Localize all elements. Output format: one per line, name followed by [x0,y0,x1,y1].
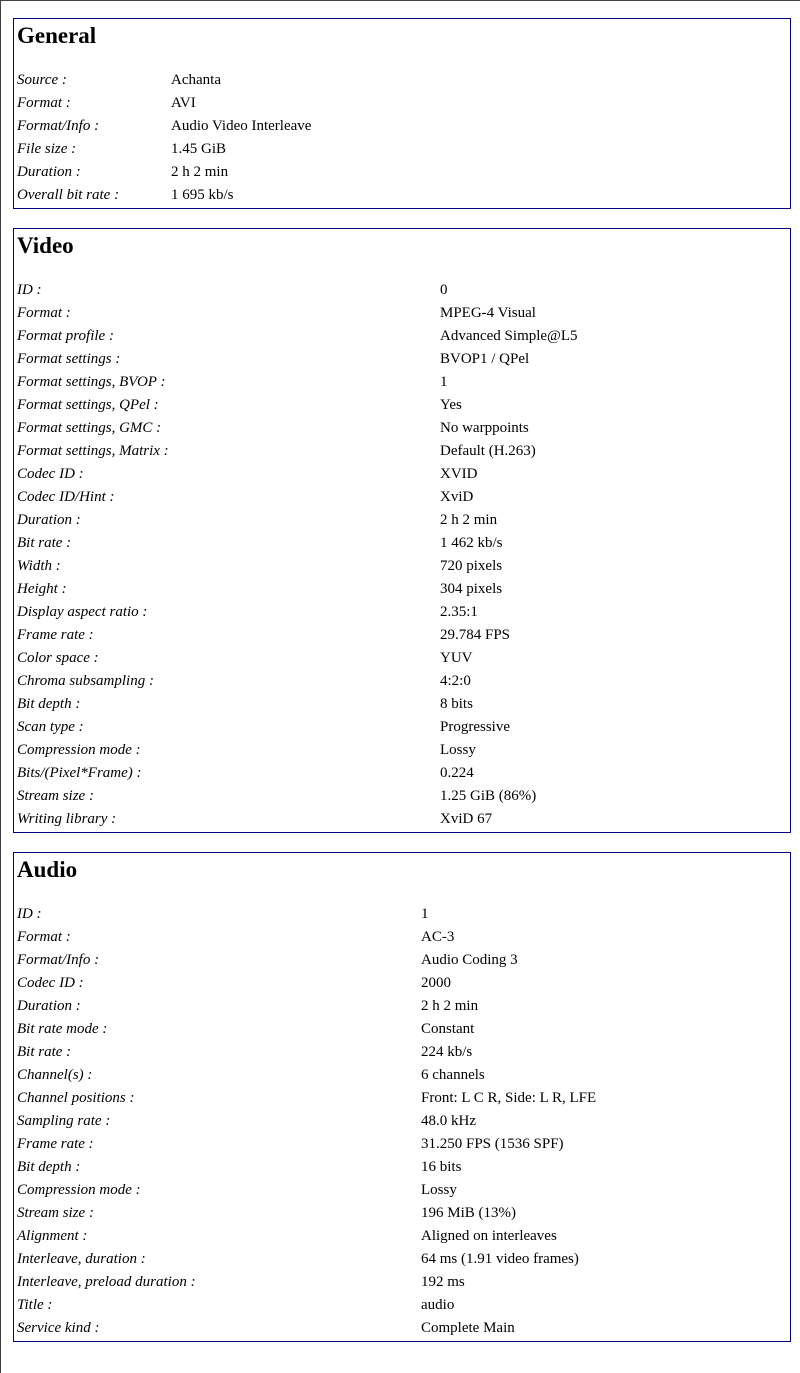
field-value: Achanta [171,72,221,88]
general-info-row [17,92,787,115]
video-info-row [17,302,787,325]
field-value: 2 h 2 min [171,164,229,180]
video-info-row [17,693,787,716]
audio-info-row [17,995,787,1018]
field-value: 1.25 GiB (86%) [440,788,537,804]
video-info-row [17,739,787,762]
audio-info-row [17,972,787,995]
audio-info-row [17,1248,787,1271]
field-value: audio [421,1297,455,1313]
field-label: Format settings, Matrix : [17,443,169,459]
field-label: Channel(s) : [17,1067,93,1083]
field-value: 720 pixels [440,558,503,574]
field-value: 16 bits [421,1159,462,1175]
field-label: Bit depth : [17,1159,81,1175]
audio-info-row [17,949,787,972]
field-label: Frame rate : [17,1136,94,1152]
field-value: 1 695 kb/s [171,187,234,203]
field-label: Chroma subsampling : [17,673,154,689]
field-label: Codec ID : [17,466,84,482]
field-label: Height : [17,581,67,597]
field-label: Duration : [17,164,81,180]
video-heading: Video [17,233,74,258]
video-info-row [17,808,787,831]
field-value: Progressive [440,719,510,735]
field-value: Aligned on interleaves [421,1228,557,1244]
field-value: Advanced Simple@L5 [440,328,578,344]
audio-rows [17,903,787,1340]
field-value: 2.35:1 [440,604,478,620]
field-value: YUV [440,650,473,666]
video-info-row [17,532,787,555]
field-label: Service kind : [17,1320,100,1336]
field-label: Stream size : [17,1205,94,1221]
field-value: XviD [440,489,474,505]
field-value: Lossy [421,1182,457,1198]
audio-info-row [17,1294,787,1317]
field-label: Bit rate : [17,535,72,551]
field-label: Format settings : [17,351,121,367]
field-label: Format settings, GMC : [17,420,162,436]
video-info-row [17,670,787,693]
field-label: Color space : [17,650,99,666]
field-value: Audio Video Interleave [171,118,312,134]
field-label: Alignment : [17,1228,88,1244]
audio-info-row [17,1087,787,1110]
field-value: Complete Main [421,1320,515,1336]
field-label: Duration : [17,512,81,528]
field-value: 1 [440,374,448,390]
video-section [13,228,791,833]
general-info-row [17,69,787,92]
field-label: ID : [17,282,42,298]
field-value: 48.0 kHz [421,1113,476,1129]
field-label: Bit rate : [17,1044,72,1060]
general-heading: General [17,23,97,48]
audio-info-row [17,1271,787,1294]
field-value: No warppoints [440,420,529,436]
video-info-row [17,325,787,348]
audio-info-row [17,1064,787,1087]
video-info-row [17,716,787,739]
general-section [13,18,791,209]
field-label: Format profile : [17,328,114,344]
audio-section [13,852,791,1342]
field-value: 2 h 2 min [421,998,479,1014]
field-label: Bit rate mode : [17,1021,108,1037]
field-value: 6 channels [421,1067,485,1083]
field-label: Duration : [17,998,81,1014]
field-label: Format : [17,95,71,111]
general-rows [17,69,787,207]
general-info-row [17,138,787,161]
field-value: 8 bits [440,696,473,712]
field-label: Display aspect ratio : [17,604,148,620]
field-value: 1.45 GiB [171,141,227,157]
field-label: Format : [17,305,71,321]
field-value: 64 ms (1.91 video frames) [421,1251,579,1267]
field-label: Title : [17,1297,53,1313]
field-label: Source : [17,72,67,88]
video-info-row [17,762,787,785]
field-value: Audio Coding 3 [421,952,518,968]
video-info-row [17,624,787,647]
video-info-row [17,785,787,808]
field-label: Channel positions : [17,1090,135,1106]
field-label: Format : [17,929,71,945]
field-label: Stream size : [17,788,94,804]
field-value: 1 [421,906,429,922]
video-info-row [17,279,787,302]
general-info-row [17,115,787,138]
field-value: 2000 [421,975,451,991]
audio-info-row [17,926,787,949]
field-value: 0.224 [440,765,474,781]
audio-info-row [17,1202,787,1225]
field-value: Default (H.263) [440,443,536,459]
field-value: BVOP1 / QPel [440,351,530,367]
field-value: MPEG-4 Visual [440,305,536,321]
field-value: AC-3 [421,929,455,945]
field-label: Interleave, duration : [17,1251,146,1267]
field-label: Interleave, preload duration : [17,1274,196,1290]
field-label: Compression mode : [17,1182,141,1198]
audio-info-row [17,1179,787,1202]
field-label: Compression mode : [17,742,141,758]
video-info-row [17,371,787,394]
field-value: 0 [440,282,448,298]
field-value: XVID [440,466,478,482]
field-value: XviD 67 [440,811,493,827]
field-label: Scan type : [17,719,84,735]
audio-info-row [17,1110,787,1133]
general-info-row [17,161,787,184]
field-label: Codec ID : [17,975,84,991]
field-value: 1 462 kb/s [440,535,503,551]
general-info-row [17,184,787,207]
field-label: Sampling rate : [17,1113,111,1129]
field-label: Bit depth : [17,696,81,712]
video-info-row [17,555,787,578]
field-value: Constant [421,1021,475,1037]
audio-info-row [17,1225,787,1248]
field-value: 29.784 FPS [440,627,511,643]
field-value: Front: L C R, Side: L R, LFE [421,1090,597,1106]
video-info-row [17,394,787,417]
audio-info-row [17,1041,787,1064]
field-label: Frame rate : [17,627,94,643]
field-label: File size : [17,141,77,157]
field-label: Format/Info : [17,118,100,134]
video-info-row [17,463,787,486]
audio-info-row [17,1317,787,1340]
video-info-row [17,486,787,509]
audio-info-row [17,1156,787,1179]
video-info-row [17,601,787,624]
field-value: 2 h 2 min [440,512,498,528]
field-label: Width : [17,558,61,574]
video-info-row [17,348,787,371]
field-label: Overall bit rate : [17,187,120,203]
field-label: ID : [17,906,42,922]
video-info-row [17,509,787,532]
audio-heading: Audio [17,857,78,882]
field-value: 31.250 FPS (1536 SPF) [421,1136,564,1152]
video-rows [17,279,787,831]
field-value: AVI [171,95,196,111]
field-label: Format/Info : [17,952,100,968]
field-label: Format settings, QPel : [17,397,159,413]
audio-info-row [17,1018,787,1041]
field-value: 224 kb/s [421,1044,473,1060]
field-value: 192 ms [421,1274,465,1290]
audio-info-row [17,1133,787,1156]
field-value: Lossy [440,742,476,758]
audio-info-row [17,903,787,926]
field-label: Writing library : [17,811,117,827]
video-info-row [17,440,787,463]
video-info-row [17,578,787,601]
field-value: 304 pixels [440,581,503,597]
field-value: 196 MiB (13%) [421,1205,516,1221]
field-value: 4:2:0 [440,673,471,689]
field-label: Codec ID/Hint : [17,489,115,505]
field-label: Bits/(Pixel*Frame) : [17,765,142,781]
video-info-row [17,647,787,670]
field-value: Yes [440,397,462,413]
video-info-row [17,417,787,440]
field-label: Format settings, BVOP : [17,374,166,390]
